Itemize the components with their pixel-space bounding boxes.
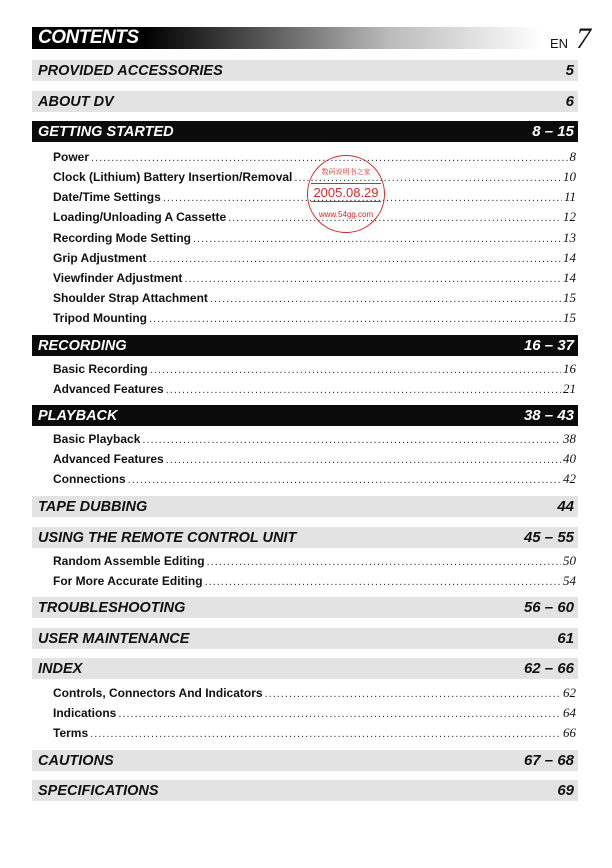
section-playback[interactable] xyxy=(32,405,578,426)
toc-item-controls-connectors[interactable] xyxy=(53,685,576,703)
section-tape-dubbing[interactable] xyxy=(32,496,578,517)
section-pages: 44 xyxy=(557,498,574,515)
section-title: INDEX xyxy=(38,660,83,677)
section-pages: 16 – 37 xyxy=(523,337,574,354)
item-page: 14 xyxy=(563,250,576,265)
section-pages: 67 – 68 xyxy=(523,752,574,769)
item-page: 13 xyxy=(563,230,576,245)
section-title: SPECIFICATIONS xyxy=(38,782,159,799)
item-page: 42 xyxy=(563,471,576,486)
toc-item-random-assemble[interactable] xyxy=(53,553,576,571)
item-label: Tripod Mounting xyxy=(53,311,147,325)
section-recording[interactable] xyxy=(32,335,578,356)
section-cautions[interactable] xyxy=(32,750,578,771)
language-code: EN xyxy=(550,36,569,51)
item-page: 16 xyxy=(563,361,576,376)
item-page: 38 xyxy=(563,431,576,446)
dot-leader xyxy=(118,708,561,720)
section-troubleshooting[interactable] xyxy=(32,597,578,618)
section-pages: 5 xyxy=(565,62,574,79)
section-user-maintenance[interactable] xyxy=(32,628,578,649)
section-title: RECORDING xyxy=(38,337,127,354)
item-page: 11 xyxy=(563,189,576,204)
toc-item-recording-mode[interactable] xyxy=(53,230,576,248)
dot-leader xyxy=(90,728,561,740)
toc-item-tripod[interactable] xyxy=(53,310,576,328)
section-title: TROUBLESHOOTING xyxy=(38,599,186,616)
item-label: Power xyxy=(53,150,90,164)
dot-leader xyxy=(150,364,561,376)
dot-leader xyxy=(128,474,561,486)
item-label: Connections xyxy=(53,472,126,486)
section-about-dv[interactable] xyxy=(32,91,578,112)
dot-leader xyxy=(184,273,561,285)
item-label: Clock (Lithium) Battery Insertion/Removal xyxy=(53,170,293,184)
dot-leader xyxy=(205,576,561,588)
toc-item-connections[interactable] xyxy=(53,471,576,489)
toc-item-indications[interactable] xyxy=(53,705,576,723)
section-provided-accessories[interactable] xyxy=(32,60,578,81)
toc-item-terms[interactable] xyxy=(53,725,576,743)
item-page: 10 xyxy=(563,169,576,184)
section-pages: 62 – 66 xyxy=(523,660,574,677)
section-title: ABOUT DV xyxy=(38,93,114,110)
item-page: 54 xyxy=(563,573,576,588)
item-label: Advanced Features xyxy=(53,452,164,466)
item-label: Date/Time Settings xyxy=(53,190,161,204)
dot-leader xyxy=(265,688,561,700)
item-label: Controls, Connectors And Indicators xyxy=(53,686,263,700)
stamp-text: 数码说明书之家 xyxy=(321,169,371,176)
stamp-url: www.54gg.com xyxy=(318,210,374,219)
section-title: PROVIDED ACCESSORIES xyxy=(38,62,223,79)
item-page: 62 xyxy=(563,685,576,700)
page-number: 7 xyxy=(576,22,591,55)
stamp-seal xyxy=(307,155,385,233)
section-title: USING THE REMOTE CONTROL UNIT xyxy=(38,529,297,546)
stamp-date: 2005.08.29 xyxy=(311,183,381,202)
page-header xyxy=(32,22,598,55)
page-title: CONTENTS xyxy=(38,27,139,48)
dot-leader xyxy=(149,313,561,325)
item-page: 50 xyxy=(563,553,576,568)
toc-item-grip[interactable] xyxy=(53,250,576,268)
dot-leader xyxy=(166,454,561,466)
item-page: 21 xyxy=(563,381,576,396)
item-page: 8 xyxy=(569,149,576,164)
item-page: 12 xyxy=(563,209,576,224)
item-label: Shoulder Strap Attachment xyxy=(53,291,208,305)
item-page: 40 xyxy=(563,451,576,466)
item-label: Indications xyxy=(53,706,117,720)
section-title: CAUTIONS xyxy=(38,752,114,769)
dot-leader xyxy=(142,434,561,446)
section-pages: 61 xyxy=(557,630,574,647)
item-label: Recording Mode Setting xyxy=(53,231,191,245)
section-specifications[interactable] xyxy=(32,780,578,801)
dot-leader xyxy=(228,212,561,224)
section-index[interactable] xyxy=(32,658,578,679)
dot-leader xyxy=(210,293,561,305)
dot-leader xyxy=(149,253,561,265)
section-title: GETTING STARTED xyxy=(38,123,174,140)
dot-leader xyxy=(207,556,561,568)
section-pages: 56 – 60 xyxy=(523,599,574,616)
toc-item-accurate-editing[interactable] xyxy=(53,573,576,591)
dot-leader xyxy=(193,233,561,245)
toc-item-shoulder-strap[interactable] xyxy=(53,290,576,308)
section-remote-control[interactable] xyxy=(32,527,578,548)
item-label: Random Assemble Editing xyxy=(53,554,205,568)
item-label: Viewfinder Adjustment xyxy=(53,271,183,285)
item-page: 15 xyxy=(563,290,576,305)
toc-item-basic-playback[interactable] xyxy=(53,431,576,449)
item-page: 14 xyxy=(563,270,576,285)
section-getting-started[interactable] xyxy=(32,121,578,142)
toc-item-power[interactable] xyxy=(53,149,576,167)
section-title: PLAYBACK xyxy=(38,407,118,424)
section-pages: 8 – 15 xyxy=(532,123,574,140)
toc-item-advanced-features-recording[interactable] xyxy=(53,381,576,399)
section-pages: 38 – 43 xyxy=(523,407,574,424)
section-pages: 45 – 55 xyxy=(523,529,574,546)
section-title: USER MAINTENANCE xyxy=(38,630,190,647)
item-page: 15 xyxy=(563,310,576,325)
item-page: 64 xyxy=(563,705,576,720)
item-page: 66 xyxy=(563,725,576,740)
item-label: For More Accurate Editing xyxy=(53,574,203,588)
item-label: Advanced Features xyxy=(53,382,164,396)
dot-leader xyxy=(166,384,561,396)
toc-item-viewfinder[interactable] xyxy=(53,270,576,288)
item-label: Grip Adjustment xyxy=(53,251,147,265)
item-label: Loading/Unloading A Cassette xyxy=(53,210,227,224)
section-title: TAPE DUBBING xyxy=(38,498,148,515)
section-pages: 6 xyxy=(565,93,574,110)
toc-item-basic-recording[interactable] xyxy=(53,361,576,379)
item-label: Basic Recording xyxy=(53,362,148,376)
item-label: Basic Playback xyxy=(53,432,141,446)
toc-item-advanced-features-playback[interactable] xyxy=(53,451,576,469)
section-pages: 69 xyxy=(557,782,574,799)
item-label: Terms xyxy=(53,726,89,740)
